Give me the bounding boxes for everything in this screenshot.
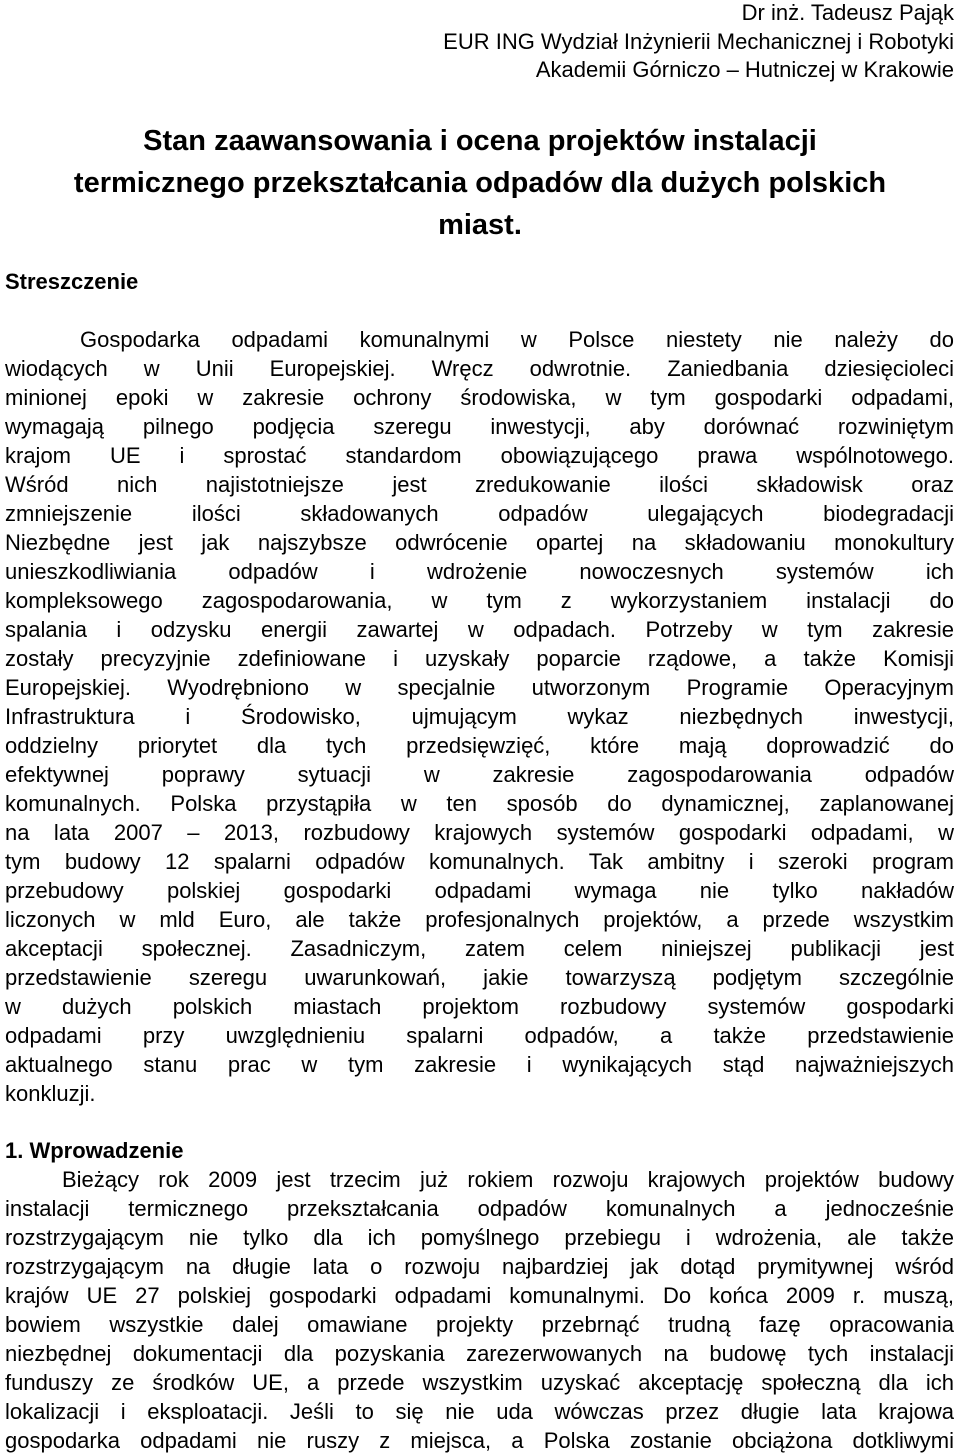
title-line: termicznego przekształcania odpadów dla dużych polskich (73, 167, 887, 199)
abstract-heading: Streszczenie (5, 269, 139, 294)
title-line: miast. (438, 209, 522, 241)
text-line: krajom UE i sprostać standardom obowiązującego prawa wspólnotowego. (5, 443, 954, 468)
text-line: krajów UE 27 polskiej gospodarki odpadami komunalnymi. Do końca 2009 r. muszą, (5, 1283, 954, 1308)
text-line: kompleksowego zagospodarowania, w tym z wykorzystaniem instalacji do (5, 588, 954, 613)
text-line: efektywnej poprawy sytuacji w zakresie zagospodarowania odpadów (5, 762, 954, 787)
text-line: w dużych polskich miastach projektom rozbudowy systemów gospodarki (5, 994, 954, 1019)
author-name: Dr inż. Tadeusz Pająk (741, 0, 954, 25)
text-line: niezbędnej dokumentacji dla pozyskania zarezerwowanych na budowę tych instalacji (5, 1341, 954, 1366)
text-line: rozstrzygającym nie tylko dla ich pomyślnego przebiegu i wdrożenia, ale także (5, 1225, 954, 1250)
text-line: wiodących w Unii Europejskiej. Wręcz odwrotnie. Zaniedbania dziesięcioleci (5, 356, 954, 381)
text-line: tym budowy 12 spalarni odpadów komunalnych. Tak ambitny i szeroki program (5, 849, 954, 874)
author-block (54, 0, 954, 85)
text-line: zostały precyzyjnie zdefiniowane i uzyskały poparcie rządowe, a także Komisji (5, 646, 954, 671)
text-line: Wśród nich najistotniejsze jest zredukowanie ilości składowisk oraz (5, 472, 954, 497)
text-line: rozstrzygającym na długie lata o rozwoju najbardziej jak dotąd prymitywnej wśród (5, 1254, 954, 1279)
abstract-paragraph (5, 325, 954, 1108)
text-line: Gospodarka odpadami komunalnymi w Polsce niestety nie należy do (80, 327, 954, 352)
text-line: Europejskiej. Wyodrębniono w specjalnie utworzonym Programie Operacyjnym (5, 675, 954, 700)
text-line: spalania i odzysku energii zawartej w odpadach. Potrzeby w tym zakresie (5, 617, 954, 642)
text-line: minionej epoki w zakresie ochrony środowiska, w tym gospodarki odpadami, (5, 385, 954, 410)
text-line: Bieżący rok 2009 jest trzecim już rokiem rozwoju krajowych projektów budowy (62, 1167, 954, 1192)
text-line: Infrastruktura i Środowisko, ujmującym wykaz niezbędnych inwestycji, (5, 704, 954, 729)
text-line: bowiem wszystkie dalej omawiane projekty przebrnąć trudną fazę opracowania (5, 1312, 954, 1337)
text-line: funduszy ze środków UE, a przede wszystkim uzyskać akceptację społeczną dla ich (5, 1370, 954, 1395)
text-line: zmniejszenie ilości składowanych odpadów ulegających biodegradacji (5, 501, 954, 526)
author-faculty: EUR ING Wydział Inżynierii Mechanicznej i Robotyki (443, 28, 954, 54)
text-line: oddzielny priorytet dla tych przedsięwzięć, które mają doprowadzić do (5, 733, 954, 758)
text-line: konkluzji. (5, 1081, 96, 1106)
text-line: gospodarka odpadami nie ruszy z miejsca, a Polska zostanie obciążona dotkliwymi (5, 1428, 954, 1453)
text-line: odpadami przy uwzględnieniu spalarni odpadów, a także przedstawienie (5, 1023, 954, 1048)
text-line: komunalnych. Polska przystąpiła w ten sposób do dynamicznej, zaplanowanej (5, 791, 954, 816)
text-line: wymagają pilnego podjęcia szeregu inwestycji, aby dorównać rozwiniętym (5, 414, 954, 439)
text-line: przebudowy polskiej gospodarki odpadami wymaga nie tylko nakładów (5, 878, 954, 903)
intro-paragraph (5, 1165, 954, 1455)
title-line: Stan zaawansowania i ocena projektów instalacji (143, 125, 817, 157)
text-line: lokalizacji i eksploatacji. Jeśli to się nie uda wówczas przez długie lata krajowa (5, 1399, 954, 1424)
text-line: akceptacji społecznej. Zasadniczym, zatem celem niniejszej publikacji jest (5, 936, 954, 961)
text-line: instalacji termicznego przekształcania odpadów komunalnych a jednocześnie (5, 1196, 954, 1221)
text-line: liczonych w mld Euro, ale także profesjonalnych projektów, a przede wszystkim (5, 907, 954, 932)
text-line: unieszkodliwiania odpadów i wdrożenie nowoczesnych systemów ich (5, 559, 954, 584)
text-line: przedstawienie szeregu uwarunkowań, jakie towarzyszą podjętym szczególnie (5, 965, 954, 990)
author-university: Akademii Górniczo – Hutniczej w Krakowie (535, 57, 954, 82)
document-title (0, 120, 960, 246)
text-line: na lata 2007 – 2013, rozbudowy krajowych systemów gospodarki odpadami, w (5, 820, 954, 845)
text-line: Niezbędne jest jak najszybsze odwrócenie opartej na składowaniu monokultury (5, 530, 954, 555)
text-line: aktualnego stanu prac w tym zakresie i wynikających stąd najważniejszych (5, 1052, 954, 1077)
intro-heading: 1. Wprowadzenie (5, 1138, 184, 1163)
